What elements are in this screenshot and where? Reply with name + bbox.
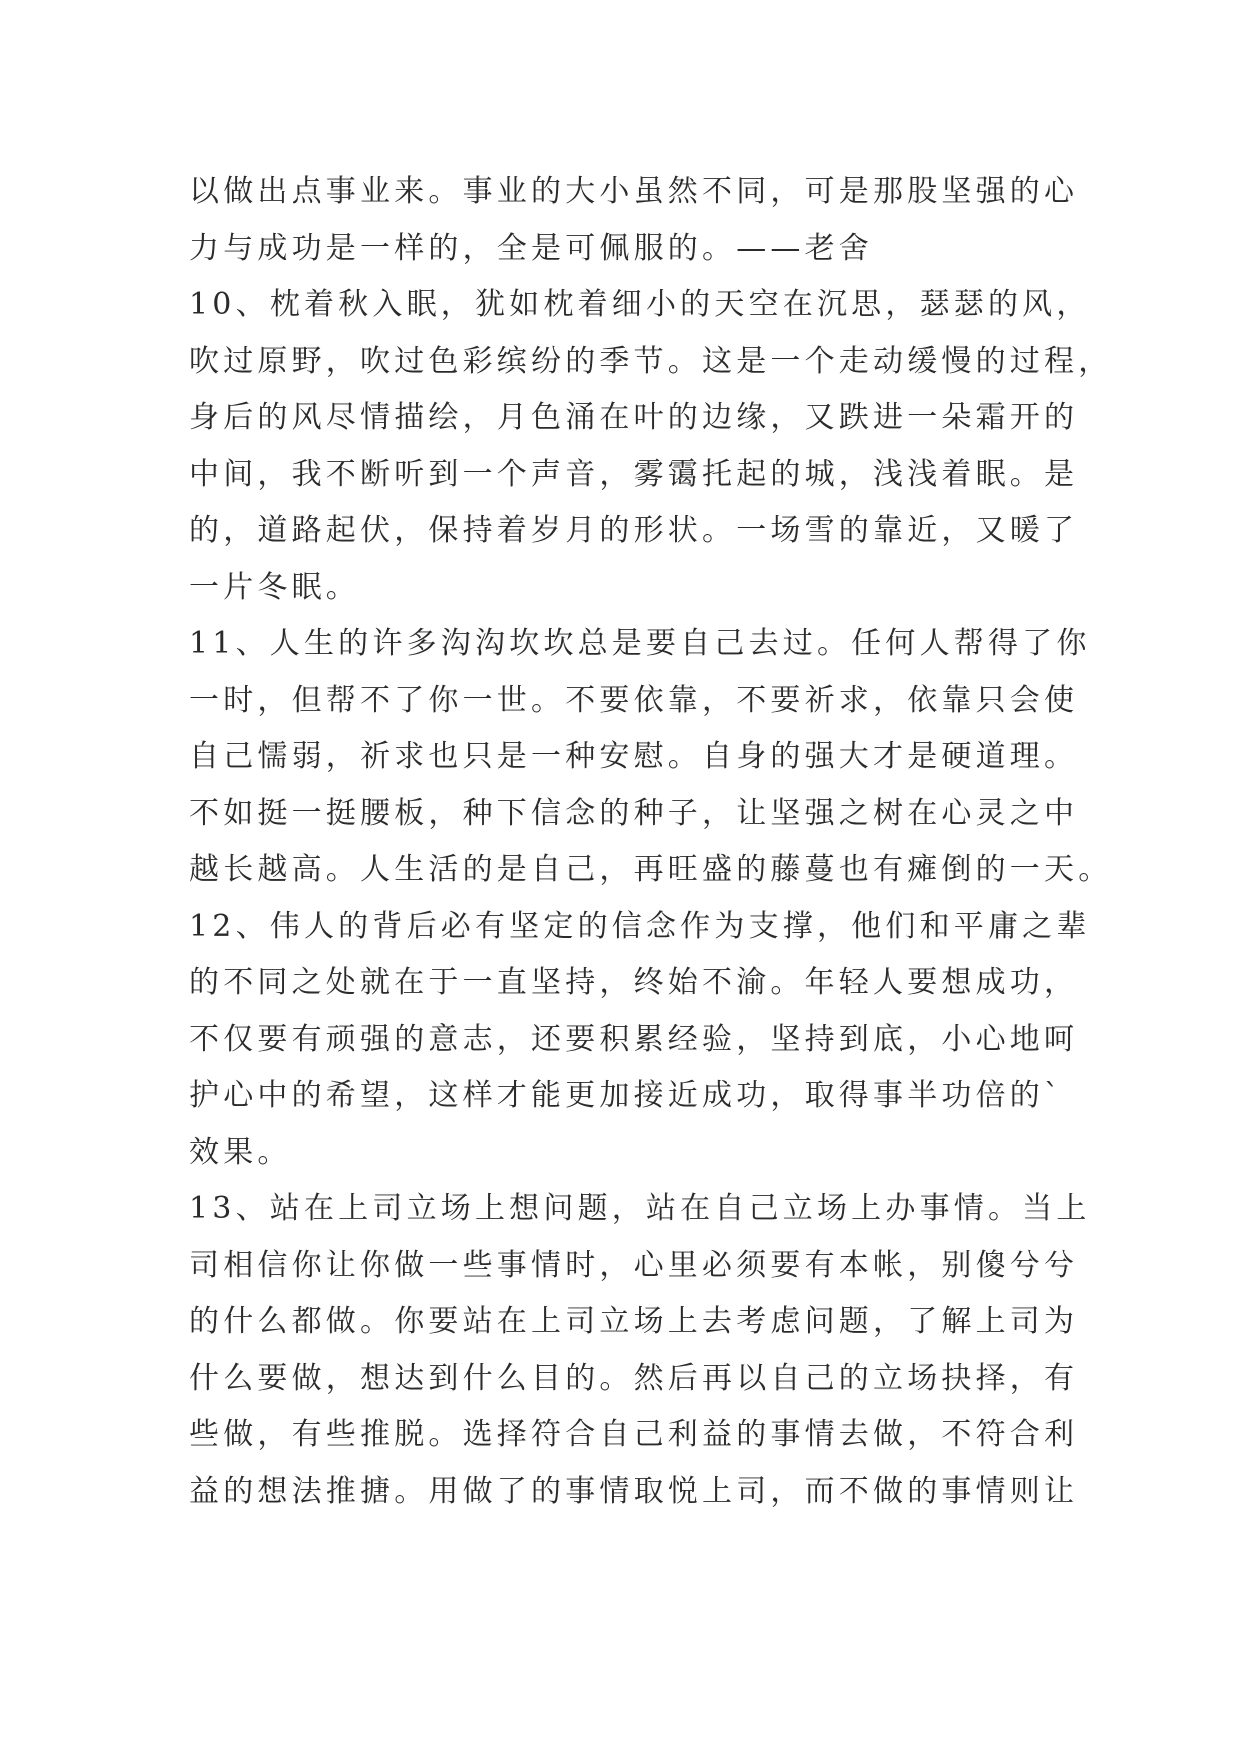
text-line: 身后的风尽情描绘，月色涌在叶的边缘，又跌进一朵霜开的 <box>189 400 1079 435</box>
text-line: 力与成功是一样的，全是可佩服的。——老舍 <box>189 230 873 266</box>
text-line: 10、枕着秋入眠，犹如枕着细小的天空在沉思，瑟瑟的风， <box>189 287 1091 322</box>
text-line: 以做出点事业来。事业的大小虽然不同，可是那股坚强的心 <box>189 174 1079 209</box>
text-line: 一时，但帮不了你一世。不要依靠，不要祈求，依靠只会使 <box>189 682 1079 718</box>
text-line: 的什么都做。你要站在上司立场上去考虑问题，了解上司为 <box>189 1304 1079 1339</box>
body-text <box>189 164 1113 1520</box>
text-line: 些做，有些推脱。选择符合自己利益的事情去做，不符合利 <box>189 1417 1079 1452</box>
text-line: 自己懦弱，祈求也只是一种安慰。自身的强大才是硬道理。 <box>189 739 1079 774</box>
text-line: 11、人生的许多沟沟坎坎总是要自己去过。任何人帮得了你 <box>189 626 1091 661</box>
text-line: 12、伟人的背后必有坚定的信念作为支撑，他们和平庸之辈 <box>189 908 1091 944</box>
text-line: 中间，我不断听到一个声音，雾霭托起的城，浅浅着眠。是 <box>189 456 1079 492</box>
text-line: 益的想法推搪。用做了的事情取悦上司，而不做的事情则让 <box>189 1473 1079 1509</box>
text-line: 一片冬眠。 <box>189 569 360 605</box>
text-line: 的不同之处就在于一直坚持，终始不渝。年轻人要想成功， <box>189 965 1079 1000</box>
text-line: 护心中的希望，这样才能更加接近成功，取得事半功倍的` <box>189 1078 1064 1113</box>
text-line: 13、站在上司立场上想问题，站在自己立场上办事情。当上 <box>189 1191 1091 1226</box>
text-line: 不如挺一挺腰板，种下信念的种子，让坚强之树在心灵之中 <box>189 795 1079 831</box>
text-line: 越长越高。人生活的是自己，再旺盛的藤蔓也有瘫倒的一天。 <box>189 852 1113 887</box>
text-line: 司相信你让你做一些事情时，心里必须要有本帐，别傻兮兮 <box>189 1247 1079 1283</box>
text-line: 效果。 <box>189 1134 292 1170</box>
text-line: 吹过原野，吹过色彩缤纷的季节。这是一个走动缓慢的过程， <box>189 343 1113 379</box>
text-line: 什么要做，想达到什么目的。然后再以自己的立场抉择，有 <box>189 1360 1079 1396</box>
text-line: 的，道路起伏，保持着岁月的形状。一场雪的靠近，又暖了 <box>189 513 1079 548</box>
text-line: 不仅要有顽强的意志，还要积累经验，坚持到底，小心地呵 <box>189 1021 1079 1057</box>
